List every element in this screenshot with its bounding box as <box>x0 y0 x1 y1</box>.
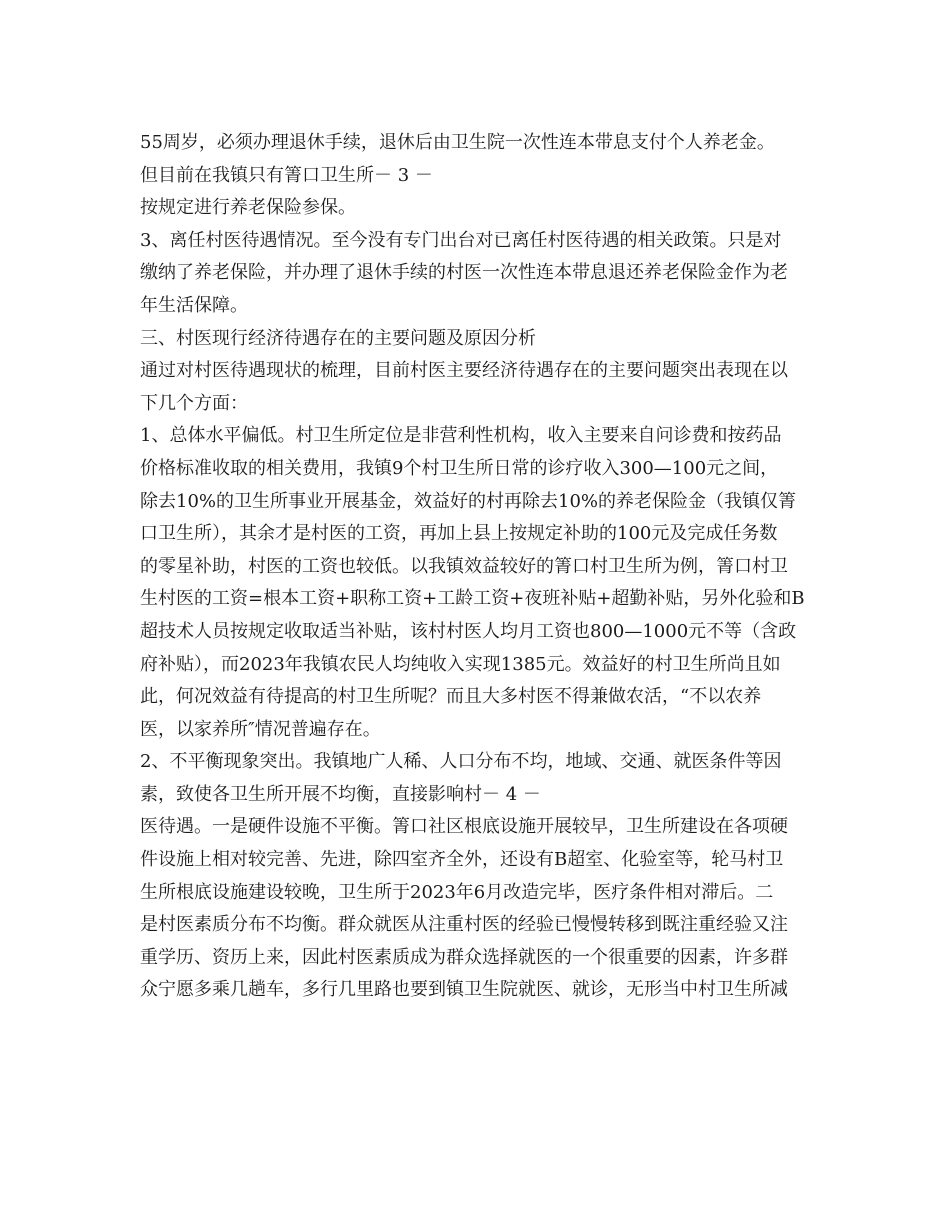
text-line: 年生活保障。 <box>140 294 248 316</box>
text-line: 是村医素质分布不均衡。群众就医从注重村医的经验已慢慢转移到既注重经验又注 <box>140 914 788 936</box>
text-line: 下几个方面： <box>140 392 248 414</box>
text-line: 的零星补助，村医的工资也较低。以我镇效益较好的箐口村卫生所为例，箐口村卫 <box>140 555 788 577</box>
text-line: 此，何况效益有待提高的村卫生所呢？而且大多村医不得兼做农活，“不以农养 <box>140 686 762 708</box>
text-line: 通过对村医待遇现状的梳理，目前村医主要经济待遇存在的主要问题突出表现在以 <box>140 360 788 382</box>
text-line: 价格标准收取的相关费用，我镇9个村卫生所日常的诊疗收入300—100元之间， <box>140 457 779 479</box>
document-body <box>140 127 830 1007</box>
text-line: 55周岁，必须办理退休手续，退休后由卫生院一次性连本带息支付个人养老金。 <box>140 132 775 153</box>
text-line: 件设施上相对较完善、先进，除四室齐全外，还设有B超室、化验室等，轮马村卫 <box>140 849 784 871</box>
text-line: 1、总体水平偏低。村卫生所定位是非营利性机构，收入主要来自问诊费和按药品 <box>140 425 782 447</box>
text-line: 口卫生所），其余才是村医的工资，再加上县上按规定补助的100元及完成任务数 <box>140 523 778 545</box>
text-line: 素，致使各卫生所开展不均衡，直接影响村－ 4 － <box>140 783 541 805</box>
text-line: 医待遇。一是硬件设施不平衡。箐口社区根底设施开展较早，卫生所建设在各项硬 <box>140 816 788 838</box>
text-line: 但目前在我镇只有箐口卫生所－ 3 － <box>140 164 433 186</box>
text-line: 众宁愿多乘几趟车，多行几里路也要到镇卫生院就医、就诊，无形当中村卫生所减 <box>140 979 788 1001</box>
text-line: 3、离任村医待遇情况。至今没有专门出台对已离任村医待遇的相关政策。只是对 <box>140 229 782 251</box>
text-line: 除去10%的卫生所事业开展基金，效益好的村再除去10%的养老保险金（我镇仅箐 <box>140 490 797 512</box>
text-line: 缴纳了养老保险，并办理了退休手续的村医一次性连本带息退还养老保险金作为老 <box>140 262 788 284</box>
text-line: 按规定进行养老保险参保。 <box>140 197 356 219</box>
text-line: 重学历、资历上来，因此村医素质成为群众选择就医的一个很重要的因素，许多群 <box>140 946 788 968</box>
text-line: 生村医的工资=根本工资+职称工资+工龄工资+夜班补贴+超勤补贴，另外化验和B <box>140 588 805 610</box>
section-heading: 三、村医现行经济待遇存在的主要问题及原因分析 <box>140 327 536 349</box>
text-line: 府补贴），而2023年我镇农民人均纯收入实现1385元。效益好的村卫生所尚且如 <box>140 653 781 675</box>
text-line: 医，以家养所″情况普遍存在。 <box>140 718 381 740</box>
text-line: 生所根底设施建设较晚，卫生所于2023年6月改造完毕，医疗条件相对滞后。二 <box>140 881 774 903</box>
text-line: 2、不平衡现象突出。我镇地广人稀、人口分布不均，地域、交通、就医条件等因 <box>140 751 782 773</box>
text-line: 超技术人员按规定收取适当补贴，该村村医人均月工资也800—1000元不等（含政 <box>140 620 797 642</box>
